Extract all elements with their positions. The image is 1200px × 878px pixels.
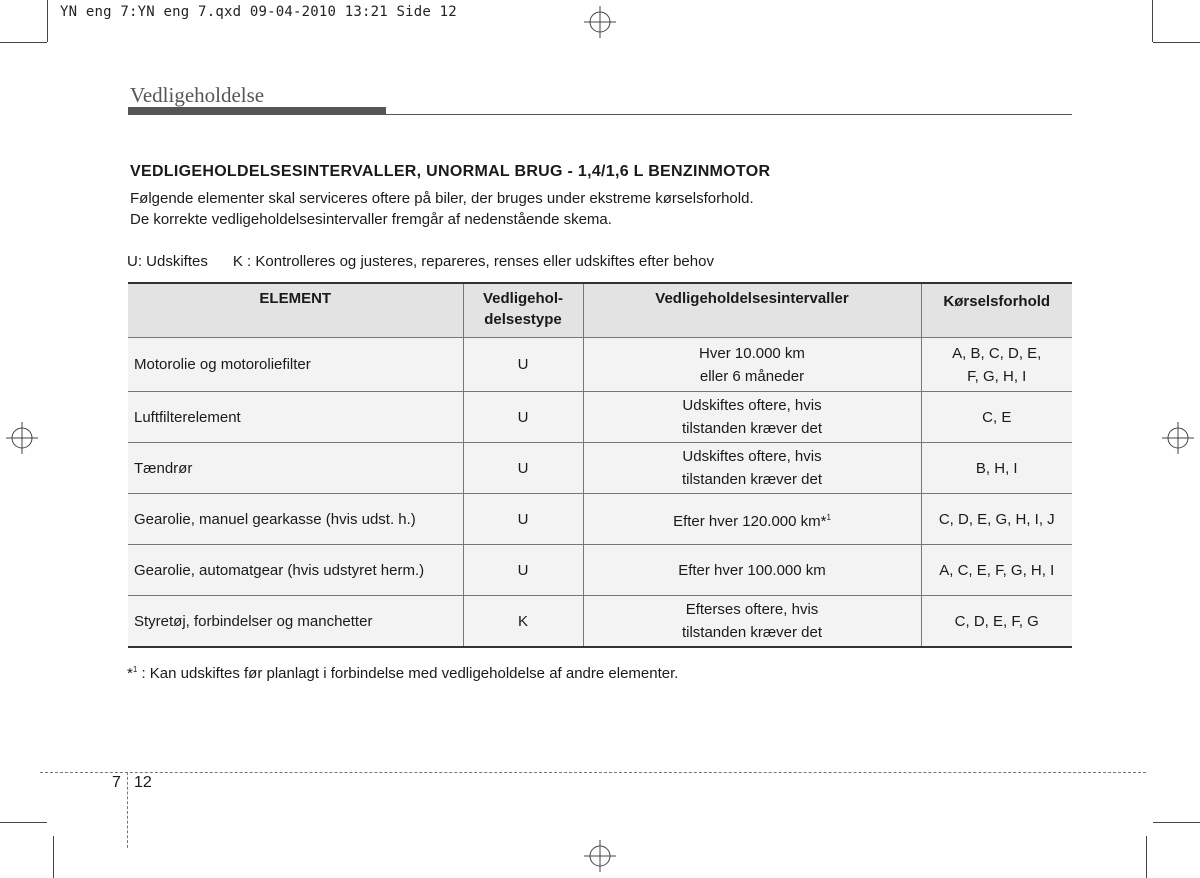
cell-element: Gearolie, automatgear (hvis udstyret herm.)	[128, 545, 463, 596]
legend	[127, 253, 714, 270]
cell-interval: Udskiftes oftere, hvis tilstanden kræver det	[583, 392, 921, 443]
crop-mark	[1153, 42, 1200, 43]
table-row	[128, 545, 1072, 596]
intro-text	[130, 188, 754, 230]
cell-conditions: A, C, E, F, G, H, I	[921, 545, 1072, 596]
cell-conditions: B, H, I	[921, 443, 1072, 494]
cell-conditions: C, E	[921, 392, 1072, 443]
chapter-number: 7	[112, 774, 121, 791]
cell-type: U	[463, 338, 583, 392]
registration-mark-icon	[584, 6, 616, 38]
intro-line: De korrekte vedligeholdelsesintervaller fremgår af nedenstående skema.	[130, 211, 612, 228]
cell-element: Tændrør	[128, 443, 463, 494]
cell-interval: Efter hver 120.000 km*$^1$	[583, 494, 921, 545]
crop-mark	[53, 836, 54, 878]
crop-mark	[1152, 0, 1153, 42]
cell-interval: Udskiftes oftere, hvis tilstanden kræver det	[583, 443, 921, 494]
cell-interval: Hver 10.000 km eller 6 måneder	[583, 338, 921, 392]
cell-conditions: A, B, C, D, E, F, G, H, I	[921, 338, 1072, 392]
cell-type: U	[463, 443, 583, 494]
table-row	[128, 494, 1072, 545]
cell-conditions: C, D, E, G, H, I, J	[921, 494, 1072, 545]
registration-mark-icon	[1162, 422, 1194, 454]
cell-interval: Efterses oftere, hvis tilstanden kræver det	[583, 596, 921, 648]
cell-element: Luftfilterelement	[128, 392, 463, 443]
footnote-text: : Kan udskiftes før planlagt i forbindelse med vedligeholdelse af andre elementer.	[137, 665, 679, 682]
legend-k: K : Kontrolleres og justeres, repareres, renses eller udskiftes efter behov	[232, 253, 714, 270]
intro-line: Følgende elementer skal serviceres oftere på biler, der bruges under ekstreme kørselsforhold.	[130, 190, 754, 207]
crop-mark	[47, 0, 48, 42]
page-number: 12	[134, 774, 152, 791]
maintenance-table	[128, 282, 1072, 648]
cell-type: U	[463, 494, 583, 545]
table-row	[128, 443, 1072, 494]
header-conditions: Kørselsforhold	[921, 283, 1072, 338]
table-row	[128, 338, 1072, 392]
crop-mark	[1153, 822, 1200, 823]
crop-mark	[0, 822, 47, 823]
header-element: ELEMENT	[128, 283, 463, 338]
footnote-marker-sup: 1	[132, 665, 138, 674]
crop-mark	[0, 42, 47, 43]
header-type: Vedligehol- delsestype	[463, 283, 583, 338]
print-header: YN eng 7:YN eng 7.qxd 09-04-2010 13:21 Side 12	[60, 4, 457, 20]
section-title-bar	[128, 107, 386, 115]
cell-element: Gearolie, manuel gearkasse (hvis udst. h.)	[128, 494, 463, 545]
table-row	[128, 596, 1072, 648]
cell-conditions: C, D, E, F, G	[921, 596, 1072, 648]
page-heading: VEDLIGEHOLDELSESINTERVALLER, UNORMAL BRUG - 1,4/1,6 L BENZINMOTOR	[130, 163, 771, 180]
cell-type: U	[463, 545, 583, 596]
section-title-rule	[386, 114, 1072, 115]
cell-element: Styretøj, forbindelser og manchetter	[128, 596, 463, 648]
section-title: Vedligeholdelse	[130, 83, 265, 107]
footer-divider	[127, 772, 128, 848]
cell-element: Motorolie og motoroliefilter	[128, 338, 463, 392]
cell-type: U	[463, 392, 583, 443]
footnote-marker: *	[127, 665, 133, 682]
footer-rule	[40, 772, 1146, 773]
header-interval: Vedligeholdelsesintervaller	[583, 283, 921, 338]
registration-mark-icon	[6, 422, 38, 454]
crop-mark	[1146, 836, 1147, 878]
table-header-row	[128, 283, 1072, 338]
table-row	[128, 392, 1072, 443]
cell-interval: Efter hver 100.000 km	[583, 545, 921, 596]
registration-mark-icon	[584, 840, 616, 872]
footnote	[127, 665, 678, 682]
legend-u: U: Udskiftes	[127, 253, 208, 270]
cell-type: K	[463, 596, 583, 648]
